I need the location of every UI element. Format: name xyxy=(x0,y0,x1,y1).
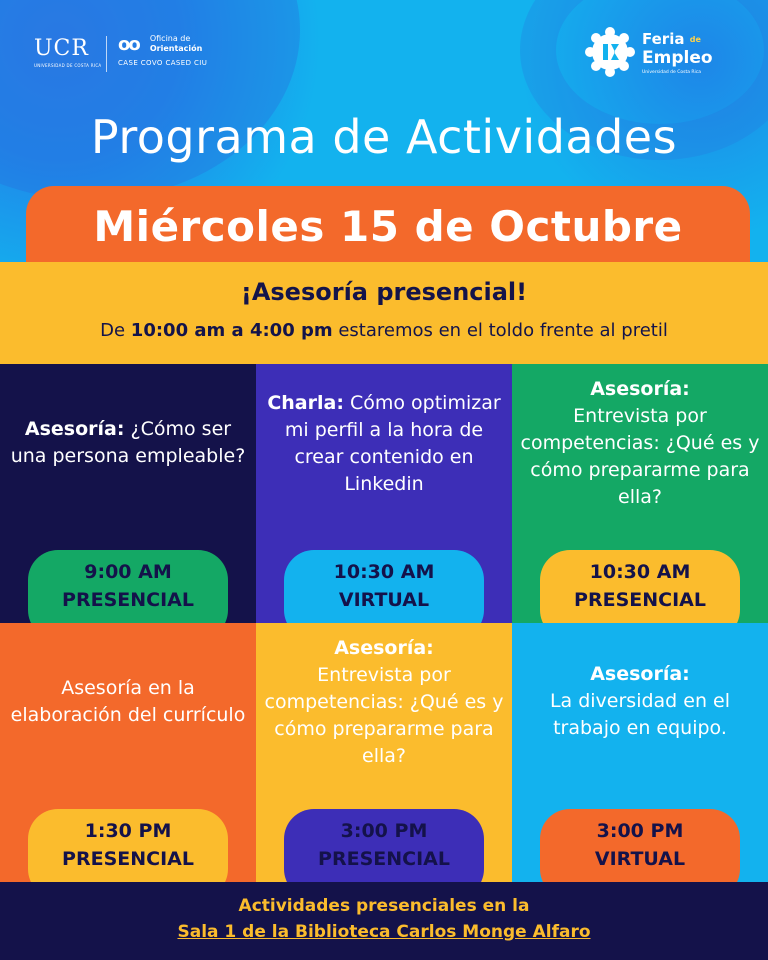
oo-icon: oo xyxy=(118,34,139,55)
activity-time: 3:00 PM xyxy=(340,820,428,842)
page-title: Programa de Actividades xyxy=(90,110,678,164)
activity-mode: PRESENCIAL xyxy=(62,589,194,611)
activity-mode: PRESENCIAL xyxy=(574,589,706,611)
notice-heading: ¡Asesoría presencial! xyxy=(240,278,528,306)
oficina-orientacion-logo xyxy=(118,34,207,67)
activity-card xyxy=(0,623,256,882)
activity-description: Asesoría: La diversidad en el trabajo en equipo. xyxy=(549,663,731,739)
activity-description: Charla: Cómo optimizar mi perfil a la hora de crear contenido en Linkedin xyxy=(267,392,501,495)
activity-time: 1:30 PM xyxy=(84,820,172,842)
ucr-logo xyxy=(34,36,101,68)
activity-time: 10:30 AM xyxy=(589,561,691,583)
activity-time-badge xyxy=(540,550,740,623)
activity-time-badge xyxy=(284,809,484,882)
feria-empleo-logo xyxy=(584,24,744,80)
activity-card xyxy=(256,364,512,623)
feria-title-line1: Feria de xyxy=(642,30,701,48)
feria-subtitle: Universidad de Costa Rica xyxy=(642,70,702,75)
activity-card xyxy=(512,623,768,882)
notice-detail: De 10:00 am a 4:00 pm estaremos en el toldo frente al pretil xyxy=(100,320,668,341)
oficina-line2: Orientación xyxy=(149,44,203,53)
decorative-swirl xyxy=(0,0,300,200)
activity-description: Asesoría: Entrevista por competencias: ¿Qué es y cómo prepararme para ella? xyxy=(520,378,760,508)
activity-time-badge xyxy=(540,809,740,882)
activity-time-badge xyxy=(28,550,228,623)
activity-mode: VIRTUAL xyxy=(338,589,430,611)
activity-time: 3:00 PM xyxy=(596,820,684,842)
activity-card xyxy=(256,623,512,882)
activity-grid xyxy=(0,364,768,882)
activity-card xyxy=(512,364,768,623)
footer-band xyxy=(0,882,768,960)
activity-description: Asesoría: Entrevista por competencias: ¿Qué es y cómo prepararme para ella? xyxy=(264,637,504,767)
feria-badge-icon xyxy=(584,26,636,78)
oficina-acronyms: CASE COVO CASED CIU xyxy=(118,59,208,67)
activity-time: 10:30 AM xyxy=(333,561,435,583)
oficina-name xyxy=(150,34,203,54)
activity-mode: VIRTUAL xyxy=(594,848,686,870)
footer-location-link[interactable]: Sala 1 de la Biblioteca Carlos Monge Alfaro xyxy=(177,922,591,942)
activity-description: Asesoría en la elaboración del currículo xyxy=(10,677,246,726)
ucr-logo-text: UCR xyxy=(34,36,89,61)
activity-description: Asesoría: ¿Cómo ser una persona empleable? xyxy=(10,418,246,467)
activity-card xyxy=(0,364,256,623)
ucr-logo-subtitle: UNIVERSIDAD DE COSTA RICA xyxy=(34,63,102,68)
activity-mode: PRESENCIAL xyxy=(62,848,194,870)
feria-title-line2: Empleo xyxy=(642,48,713,68)
activity-time-badge xyxy=(28,809,228,882)
oficina-line1: Oficina de xyxy=(149,34,191,43)
date-text: Miércoles 15 de Octubre xyxy=(93,202,683,251)
notice-band xyxy=(0,262,768,364)
activity-time: 9:00 AM xyxy=(84,561,172,583)
notice-time: 10:00 am a 4:00 pm xyxy=(130,320,333,341)
footer-line1: Actividades presenciales en la xyxy=(238,896,530,916)
logo-divider xyxy=(106,36,107,72)
activity-mode: PRESENCIAL xyxy=(318,848,450,870)
activity-time-badge xyxy=(284,550,484,623)
